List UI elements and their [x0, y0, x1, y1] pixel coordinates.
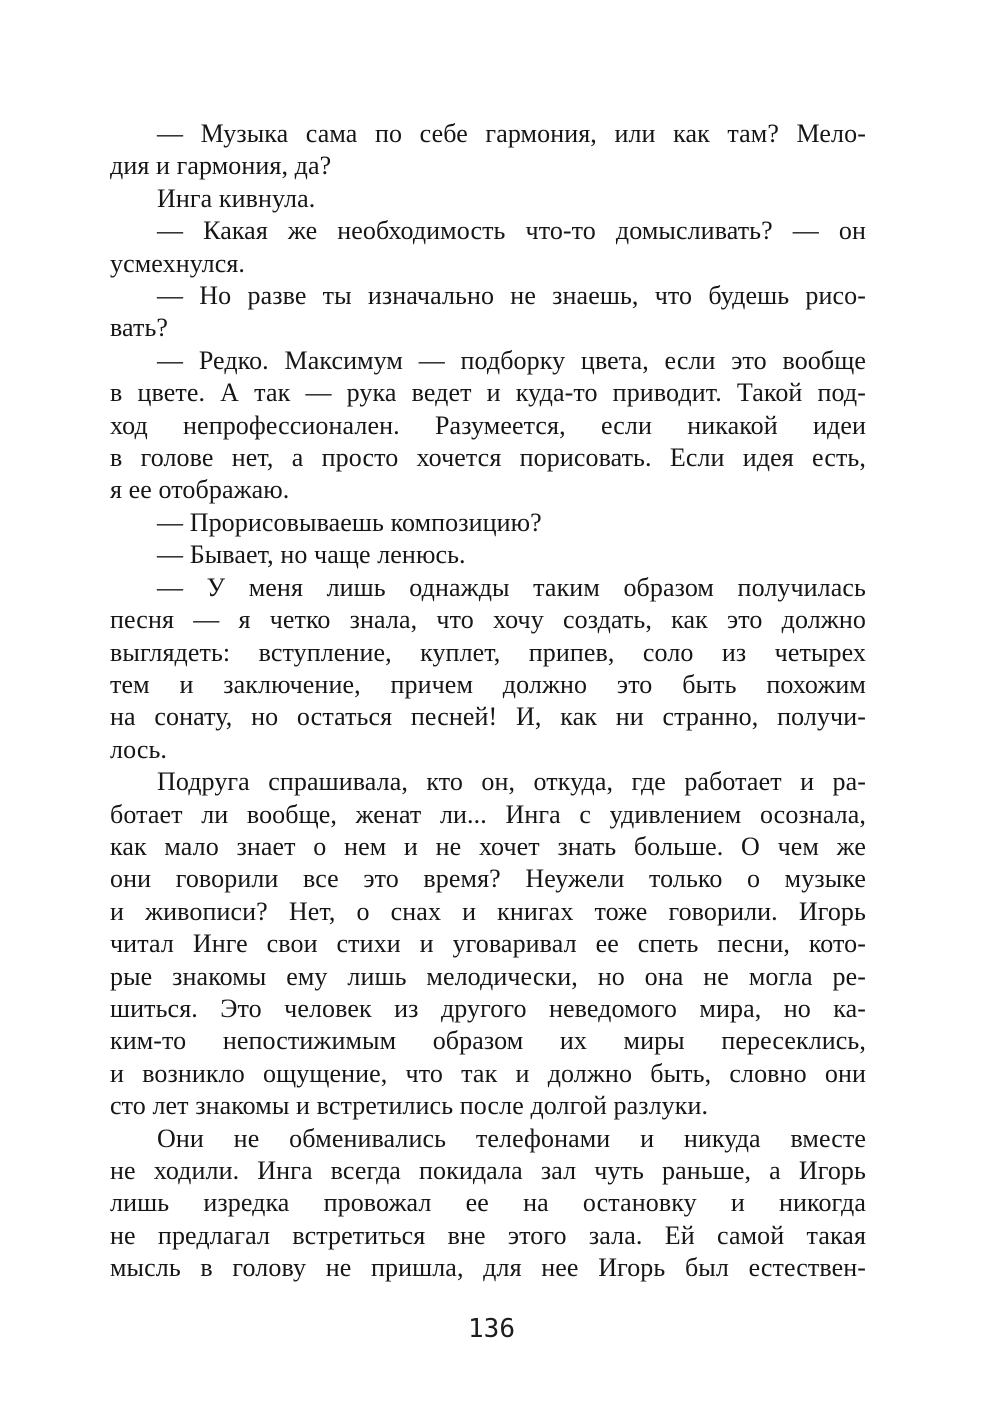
text-line: лось.: [110, 734, 168, 764]
text-line: Они не обменивались телефонами и никуда вместе: [157, 1123, 866, 1153]
text-line: тем и заключение, причем должно это быть похожим: [110, 669, 866, 699]
page-number: 136: [468, 1314, 515, 1344]
text-line: ким-то непостижимым образом их миры пересеклись,: [110, 1026, 866, 1056]
text-line: песня — я четко знала, что хочу создать, как это должно: [110, 605, 866, 635]
text-line: — Бывает, но чаще ленюсь.: [157, 540, 466, 570]
text-line: дия и гармония, да?: [110, 151, 332, 181]
text-line: ботает ли вообще, женат ли... Инга с удивлением осознала,: [110, 799, 866, 829]
text-line: — Музыка сама по себе гармония, или как там? Мело-: [157, 119, 866, 148]
text-line: лишь изредка провожал ее на остановку и никогда: [110, 1188, 866, 1218]
text-line: и возникло ощущение, что так и должно быть, словно они: [110, 1058, 866, 1088]
text-line: рые знакомы ему лишь мелодически, но она не могла ре-: [110, 961, 866, 991]
text-line: усмехнулся.: [110, 248, 246, 278]
text-line: на сонату, но остаться песней! И, как ни странно, получи-: [110, 702, 866, 732]
text-line: выглядеть: вступление, куплет, припев, соло из четырех: [110, 637, 866, 667]
text-line: — Редко. Максимум — подборку цвета, если это вообще: [157, 345, 866, 375]
text-line: не ходили. Инга всегда покидала зал чуть раньше, а Игорь: [110, 1156, 866, 1185]
text-line: вать?: [110, 313, 169, 343]
text-line: в цвете. А так — рука ведет и куда-то приводит. Такой под-: [110, 378, 866, 408]
text-line: как мало знает о нем и не хочет знать больше. О чем же: [110, 831, 866, 861]
text-line: — Прорисовываешь композицию?: [157, 507, 542, 537]
text-line: ход непрофессионален. Разумеется, если никакой идеи: [110, 410, 866, 440]
page-text: [110, 118, 866, 1285]
text-line: — У меня лишь однажды таким образом получилась: [157, 572, 866, 602]
text-line: сто лет знакомы и встретились после долгой разлуки.: [110, 1091, 709, 1121]
text-line: шиться. Это человек из другого неведомого мира, но ка-: [110, 993, 866, 1023]
text-line: — Какая же необходимость что-то домысливать? — он: [157, 216, 866, 246]
text-line: не предлагал встретиться вне этого зала. Ей самой такая: [110, 1220, 866, 1250]
text-line: они говорили все это время? Неужели только о музыке: [110, 864, 866, 894]
text-line: и живописи? Нет, о снах и книгах тоже говорили. Игорь: [110, 896, 866, 926]
text-line: — Но разве ты изначально не знаешь, что будешь рисо-: [157, 281, 866, 311]
text-line: Инга кивнула.: [157, 183, 316, 213]
text-line: в голове нет, а просто хочется порисовать. Если идея есть,: [110, 443, 866, 473]
text-line: мысль в голову не пришла, для нее Игорь был естествен-: [110, 1253, 866, 1283]
text-line: Подруга спрашивала, кто он, откуда, где работает и ра-: [157, 767, 866, 797]
text-line: читал Инге свои стихи и уговаривал ее спеть песни, кото-: [110, 929, 866, 959]
text-line: я ее отображаю.: [110, 475, 290, 505]
